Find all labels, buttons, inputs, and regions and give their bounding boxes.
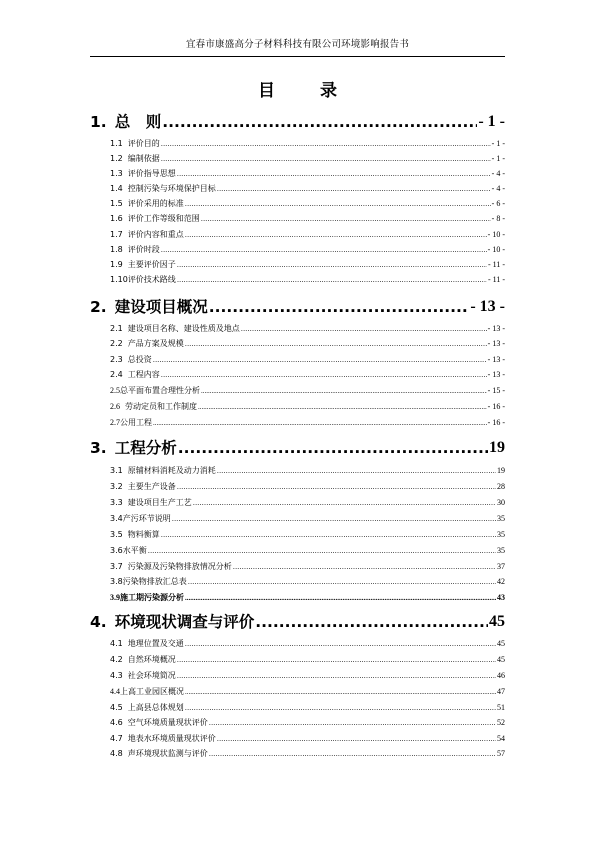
section-title: 公用工程 <box>120 418 152 427</box>
section-page-number: 35 <box>497 546 505 555</box>
section-title: 建设项目名称、建设性质及地点 <box>127 324 240 333</box>
section-title: 评价指导思想 <box>127 169 176 178</box>
section-number: 3.1 <box>110 466 123 475</box>
section-page-number: - 13 - <box>487 339 505 348</box>
toc-section-4-1[interactable] <box>110 637 505 649</box>
toc-section-3-9[interactable] <box>110 591 505 603</box>
section-page-number: - 13 - <box>487 355 505 364</box>
toc-section-1-9[interactable] <box>110 258 505 270</box>
section-number: 2.1 <box>110 324 123 333</box>
toc-section-3-7[interactable] <box>110 560 505 572</box>
section-title: 评价时段 <box>127 245 160 254</box>
dot-leader <box>177 483 496 492</box>
dot-leader <box>198 403 487 412</box>
section-title: 劳动定员和工作制度 <box>125 402 197 411</box>
dot-leader <box>241 325 487 334</box>
dot-leader <box>185 231 487 240</box>
dot-leader <box>177 261 487 270</box>
section-title: 控制污染与环境保护目标 <box>127 184 216 193</box>
toc-section-1-10[interactable] <box>110 273 505 285</box>
dot-leader <box>188 578 496 587</box>
section-title: 施工期污染源分析 <box>120 593 184 602</box>
section-number: 1.1 <box>110 139 123 148</box>
dot-leader <box>217 467 496 476</box>
dot-leader <box>178 442 488 457</box>
toc-section-1-7[interactable] <box>110 228 505 240</box>
dot-leader <box>162 116 477 131</box>
section-title: 编制依据 <box>127 154 160 163</box>
section-title: 评价技术路线 <box>127 275 176 284</box>
section-title: 社会环境简况 <box>127 671 176 680</box>
section-page-number: 47 <box>497 687 505 696</box>
section-title: 评价内容和重点 <box>127 230 184 239</box>
chapter-page-number: 19 <box>489 439 505 456</box>
toc-section-2-6[interactable] <box>110 400 505 412</box>
dot-leader <box>148 547 496 556</box>
dot-leader <box>161 140 491 149</box>
dot-leader <box>209 719 496 728</box>
section-page-number: - 1 - <box>491 139 505 148</box>
section-page-number: - 13 - <box>487 324 505 333</box>
toc-section-3-1[interactable] <box>110 464 505 476</box>
section-title: 地表水环境质量现状评价 <box>127 734 216 743</box>
section-page-number: 57 <box>497 749 505 758</box>
chapter-number: 4. <box>90 613 107 631</box>
toc-title: 目 录 <box>258 81 351 101</box>
toc-section-1-2[interactable] <box>110 152 505 164</box>
toc-section-2-7[interactable] <box>110 416 505 428</box>
toc-section-4-6[interactable] <box>110 716 505 728</box>
section-title: 污染源及污染物排放情况分析 <box>127 562 232 571</box>
section-number: 1.10 <box>110 275 128 284</box>
section-title: 产品方案及规模 <box>127 339 184 348</box>
section-number: 1.8 <box>110 245 123 254</box>
section-page-number: 28 <box>497 482 505 491</box>
toc-section-3-2[interactable] <box>110 480 505 492</box>
section-page-number: - 6 - <box>491 199 505 208</box>
dot-leader <box>217 185 491 194</box>
toc-section-3-6[interactable] <box>110 544 505 556</box>
toc-chapter-4[interactable] <box>90 609 505 631</box>
section-number: 1.5 <box>110 199 123 208</box>
dot-leader <box>161 246 487 255</box>
section-number: 3.2 <box>110 482 123 491</box>
dot-leader <box>161 155 491 164</box>
section-number: 3.5 <box>110 530 123 539</box>
section-number: 2.7 <box>110 418 120 427</box>
section-number: 3.6 <box>110 546 123 555</box>
section-title: 评价工作等级和范围 <box>127 214 200 223</box>
section-number: 3.3 <box>110 498 123 507</box>
section-number: 3.4 <box>110 514 123 523</box>
section-title: 评价采用的标准 <box>127 199 184 208</box>
section-number: 1.3 <box>110 169 123 178</box>
section-page-number: 19 <box>497 466 505 475</box>
toc-section-2-3[interactable] <box>110 353 505 365</box>
section-number: 4.1 <box>110 639 123 648</box>
section-title: 上高工业园区概况 <box>120 687 184 696</box>
section-title: 总投资 <box>127 355 152 364</box>
dot-leader <box>217 735 496 744</box>
dot-leader <box>201 215 491 224</box>
section-page-number: - 4 - <box>491 169 505 178</box>
section-title: 建设项目生产工艺 <box>127 498 192 507</box>
chapter-number: 1. <box>90 113 107 131</box>
toc-chapter-3[interactable] <box>90 435 505 457</box>
dot-leader <box>172 515 496 524</box>
toc-section-4-3[interactable] <box>110 669 505 681</box>
section-title: 产污环节说明 <box>122 514 171 523</box>
section-title: 空气环境质量现状评价 <box>127 718 208 727</box>
dot-leader <box>209 750 496 759</box>
dot-leader <box>153 356 487 365</box>
section-number: 4.3 <box>110 671 123 680</box>
section-title: 地理位置及交通 <box>127 639 184 648</box>
toc-section-2-2[interactable] <box>110 337 505 349</box>
dot-leader <box>185 640 496 649</box>
section-page-number: 51 <box>497 703 505 712</box>
toc-section-1-5[interactable] <box>110 197 505 209</box>
section-title: 主要生产设备 <box>127 482 176 491</box>
dot-leader <box>177 170 491 179</box>
chapter-number: 2. <box>90 298 107 316</box>
dot-leader <box>201 387 487 396</box>
section-number: 1.6 <box>110 214 123 223</box>
toc-section-1-8[interactable] <box>110 243 505 255</box>
chapter-page-number: 45 <box>489 613 505 630</box>
dot-leader <box>161 371 487 380</box>
section-title: 评价目的 <box>127 139 160 148</box>
dot-leader <box>233 563 496 572</box>
section-page-number: - 11 - <box>487 275 505 284</box>
section-number: 2.4 <box>110 370 123 379</box>
section-number: 4.5 <box>110 703 123 712</box>
toc-section-1-3[interactable] <box>110 167 505 179</box>
dot-leader <box>185 704 496 713</box>
section-page-number: 45 <box>497 655 505 664</box>
section-number: 2.2 <box>110 339 123 348</box>
chapter-title: 建设项目概况 <box>114 298 208 316</box>
section-page-number: 37 <box>497 562 505 571</box>
toc-section-1-4[interactable] <box>110 182 505 194</box>
section-number: 1.4 <box>110 184 123 193</box>
section-number: 2.5 <box>110 386 120 395</box>
section-number: 4.8 <box>110 749 123 758</box>
toc-section-3-4[interactable] <box>110 512 505 524</box>
toc-section-2-5[interactable] <box>110 384 505 396</box>
chapter-title: 环境现状调查与评价 <box>114 613 255 631</box>
toc-section-4-4[interactable] <box>110 685 505 697</box>
section-title: 原辅材料消耗及动力消耗 <box>127 466 216 475</box>
section-page-number: - 8 - <box>491 214 505 223</box>
section-title: 污染物排放汇总表 <box>122 577 187 586</box>
toc-section-2-1[interactable] <box>110 322 505 334</box>
toc-section-4-8[interactable] <box>110 747 505 759</box>
toc-section-4-5[interactable] <box>110 701 505 713</box>
section-title: 自然环境概况 <box>127 655 176 664</box>
chapter-title: 工程分析 <box>114 439 177 457</box>
section-title: 物料衡算 <box>127 530 160 539</box>
section-title: 主要评价因子 <box>127 260 176 269</box>
section-page-number: - 1 - <box>491 154 505 163</box>
section-page-number: - 15 - <box>487 386 505 395</box>
section-number: 4.7 <box>110 734 123 743</box>
section-page-number: - 16 - <box>487 418 505 427</box>
section-page-number: 35 <box>497 530 505 539</box>
section-number: 4.2 <box>110 655 123 664</box>
toc-section-2-4[interactable] <box>110 368 505 380</box>
dot-leader <box>185 200 491 209</box>
dot-leader <box>185 340 487 349</box>
section-page-number: - 10 - <box>487 245 505 254</box>
toc-section-3-8[interactable] <box>110 575 505 587</box>
dot-leader <box>185 594 496 603</box>
dot-leader <box>153 419 487 428</box>
section-title: 声环境现状监测与评价 <box>127 749 208 758</box>
dot-leader <box>177 276 487 285</box>
toc-section-3-5[interactable] <box>110 528 505 540</box>
section-number: 1.2 <box>110 154 123 163</box>
toc-chapter-2[interactable] <box>90 294 505 316</box>
section-title: 总平面布置合理性分析 <box>120 386 200 395</box>
dot-leader <box>161 531 496 540</box>
section-page-number: 54 <box>497 734 505 743</box>
dot-leader <box>255 616 488 631</box>
section-number: 1.9 <box>110 260 123 269</box>
dot-leader <box>209 301 470 316</box>
section-page-number: - 11 - <box>487 260 505 269</box>
section-page-number: 42 <box>497 577 505 586</box>
section-page-number: 45 <box>497 639 505 648</box>
toc-section-1-1[interactable] <box>110 137 505 149</box>
section-page-number: - 16 - <box>487 402 505 411</box>
section-number: 4.6 <box>110 718 123 727</box>
toc-section-1-6[interactable] <box>110 212 505 224</box>
section-number: 3.7 <box>110 562 123 571</box>
chapter-page-number: - 1 - <box>478 113 505 130</box>
section-title: 水平衡 <box>122 546 147 555</box>
dot-leader <box>185 688 496 697</box>
section-page-number: - 4 - <box>491 184 505 193</box>
section-title: 上高县总体规划 <box>127 703 184 712</box>
section-page-number: 52 <box>497 718 505 727</box>
toc-section-3-3[interactable] <box>110 496 505 508</box>
section-number: 1.7 <box>110 230 123 239</box>
chapter-page-number: - 13 - <box>470 298 505 315</box>
running-header: 宜春市康盛高分子材料科技有限公司环境影响报告书 <box>185 39 410 50</box>
section-page-number: 46 <box>497 671 505 680</box>
section-number: 4.4 <box>110 687 120 696</box>
toc-section-4-2[interactable] <box>110 653 505 665</box>
section-number: 2.3 <box>110 355 123 364</box>
section-page-number: 43 <box>497 593 505 602</box>
toc-section-4-7[interactable] <box>110 732 505 744</box>
dot-leader <box>177 656 496 665</box>
section-page-number: - 13 - <box>487 370 505 379</box>
section-page-number: 35 <box>497 514 505 523</box>
chapter-number: 3. <box>90 439 107 457</box>
section-title: 工程内容 <box>127 370 160 379</box>
section-page-number: - 10 - <box>487 230 505 239</box>
toc-chapter-1[interactable] <box>90 109 505 131</box>
section-page-number: 30 <box>497 498 505 507</box>
section-number: 2.6 <box>110 402 120 411</box>
section-number: 3.9 <box>110 593 120 602</box>
section-number: 3.8 <box>110 577 123 586</box>
dot-leader <box>177 672 496 681</box>
chapter-title: 总 则 <box>114 113 162 131</box>
dot-leader <box>193 499 496 508</box>
